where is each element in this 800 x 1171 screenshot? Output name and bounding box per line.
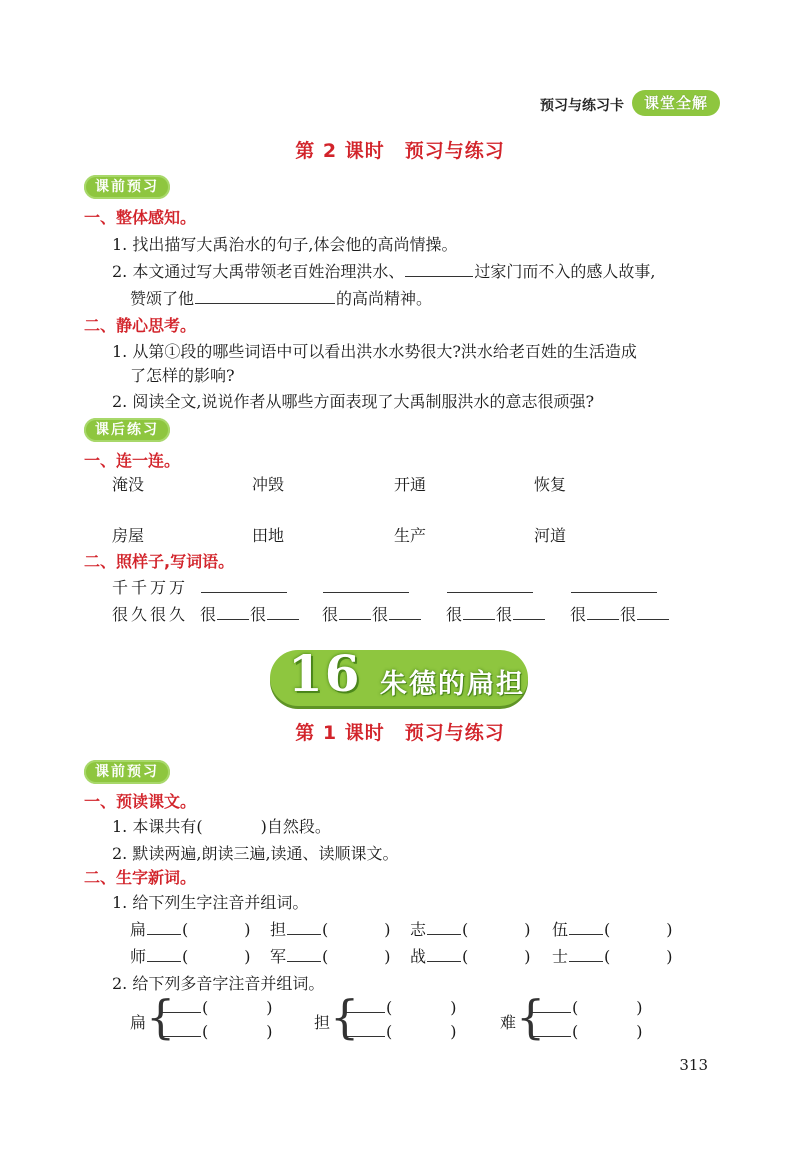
hen-pattern: 很 很 bbox=[446, 602, 546, 625]
brace-icon: { bbox=[516, 990, 546, 1044]
char-item: 扁 ( ) bbox=[130, 920, 251, 939]
question-text: 2. 给下列多音字注音并组词。 bbox=[112, 974, 325, 993]
connect-word[interactable]: 田地 bbox=[252, 526, 285, 545]
polyphone-char: 难 bbox=[500, 1013, 517, 1032]
question-text: 过家门而不入的感人故事, bbox=[474, 262, 656, 281]
answer-blank[interactable] bbox=[569, 945, 603, 962]
char-item: 担 ( ) bbox=[270, 920, 391, 939]
question-text: 2. 默读两遍,朗读三遍,读通、读顺课文。 bbox=[112, 844, 399, 863]
section-heading: 二、静心思考。 bbox=[84, 316, 197, 335]
answer-blank[interactable] bbox=[161, 996, 201, 1013]
answer-blank[interactable] bbox=[287, 918, 321, 935]
char-item: 战 ( ) bbox=[410, 947, 531, 966]
section-heading: 一、连一连。 bbox=[84, 451, 181, 470]
polyphone-slot: ( ) bbox=[344, 996, 457, 1017]
running-header: 预习与练习卡 bbox=[540, 98, 624, 114]
answer-blank[interactable] bbox=[345, 1020, 385, 1037]
section-heading: 二、生字新词。 bbox=[84, 868, 197, 887]
char-item: 志 ( ) bbox=[410, 920, 531, 939]
answer-blank[interactable] bbox=[531, 996, 571, 1013]
chapter-banner bbox=[270, 644, 528, 706]
tag-pre-study-2: 课前预习 bbox=[84, 760, 170, 784]
answer-blank[interactable] bbox=[287, 945, 321, 962]
connect-word[interactable]: 房屋 bbox=[112, 526, 145, 545]
answer-blank[interactable] bbox=[513, 603, 545, 620]
header-badge: 课堂全解 bbox=[632, 90, 720, 116]
answer-blank[interactable] bbox=[447, 576, 533, 593]
tag-pre-study-1: 课前预习 bbox=[84, 175, 170, 199]
connect-word[interactable]: 冲毁 bbox=[252, 475, 285, 494]
char-item: 伍 ( ) bbox=[552, 920, 673, 939]
answer-blank[interactable] bbox=[147, 918, 181, 935]
char-item: 士 ( ) bbox=[552, 947, 673, 966]
chapter-title: 朱德的扁担 bbox=[380, 669, 525, 700]
question-text: 的高尚精神。 bbox=[336, 289, 433, 308]
brace-icon: { bbox=[330, 990, 360, 1044]
answer-blank[interactable] bbox=[637, 603, 669, 620]
answer-blank[interactable] bbox=[587, 603, 619, 620]
polyphone-slot: ( ) bbox=[344, 1020, 457, 1041]
chapter-number: 16 bbox=[288, 644, 362, 703]
answer-blank[interactable] bbox=[201, 576, 287, 593]
answer-blank[interactable] bbox=[323, 576, 409, 593]
question-line bbox=[112, 259, 655, 282]
tag-after-class: 课后练习 bbox=[84, 418, 170, 442]
connect-word[interactable]: 生产 bbox=[394, 526, 427, 545]
polyphone-slot: ( ) bbox=[530, 1020, 643, 1041]
question-text: 1. 从第①段的哪些词语中可以看出洪水水势很大?洪水给老百姓的生活造成 bbox=[112, 342, 637, 361]
answer-blank[interactable] bbox=[217, 603, 249, 620]
question-text: 2. 本文通过写大禹带领老百姓治理洪水、 bbox=[112, 262, 405, 281]
connect-word[interactable]: 淹没 bbox=[112, 475, 145, 494]
brace-icon: { bbox=[146, 990, 176, 1044]
lesson-title-1: 第 2 课时 预习与练习 bbox=[295, 140, 505, 162]
polyphone-char: 扁 bbox=[130, 1013, 147, 1032]
question-text: )自然段。 bbox=[260, 817, 331, 836]
answer-blank[interactable] bbox=[463, 603, 495, 620]
question-text: 了怎样的影响? bbox=[130, 366, 235, 385]
polyphone-slot: ( ) bbox=[530, 996, 643, 1017]
answer-blank[interactable] bbox=[267, 603, 299, 620]
answer-blank[interactable] bbox=[147, 945, 181, 962]
answer-blank[interactable] bbox=[195, 287, 335, 304]
answer-blank[interactable] bbox=[531, 1020, 571, 1037]
polyphone-slot: ( ) bbox=[160, 1020, 273, 1041]
section-heading: 二、照样子,写词语。 bbox=[84, 552, 235, 571]
connect-word[interactable]: 开通 bbox=[394, 475, 427, 494]
question-text: 1. 找出描写大禹治水的句子,体会他的高尚情操。 bbox=[112, 235, 458, 254]
question-text: 赞颂了他 bbox=[130, 289, 195, 308]
answer-blank[interactable] bbox=[345, 996, 385, 1013]
answer-blank[interactable] bbox=[427, 918, 461, 935]
polyphone-char: 担 bbox=[314, 1013, 331, 1032]
section-heading: 一、整体感知。 bbox=[84, 208, 197, 227]
hen-pattern: 很 很 bbox=[322, 602, 422, 625]
question-text: 1. 给下列生字注音并组词。 bbox=[112, 893, 309, 912]
example-word: 千千万万 bbox=[112, 578, 189, 597]
section-heading: 一、预读课文。 bbox=[84, 792, 197, 811]
connect-word[interactable]: 河道 bbox=[534, 526, 567, 545]
answer-blank[interactable] bbox=[405, 260, 473, 277]
page-number: 313 bbox=[679, 1056, 708, 1074]
answer-blank[interactable] bbox=[571, 576, 657, 593]
answer-blank[interactable] bbox=[389, 603, 421, 620]
answer-blank[interactable] bbox=[339, 603, 371, 620]
answer-blank[interactable] bbox=[161, 1020, 201, 1037]
example-word: 很久很久 bbox=[112, 605, 189, 624]
answer-blank[interactable] bbox=[569, 918, 603, 935]
char-item: 师 ( ) bbox=[130, 947, 251, 966]
question-line bbox=[112, 814, 331, 837]
answer-blank[interactable] bbox=[427, 945, 461, 962]
hen-pattern: 很 很 bbox=[570, 602, 670, 625]
polyphone-slot: ( ) bbox=[160, 996, 273, 1017]
question-text: 2. 阅读全文,说说作者从哪些方面表现了大禹制服洪水的意志很顽强? bbox=[112, 392, 595, 411]
hen-pattern: 很 很 bbox=[200, 602, 300, 625]
lesson-title-2: 第 1 课时 预习与练习 bbox=[295, 722, 505, 744]
question-text: 1. 本课共有( bbox=[112, 817, 203, 836]
question-line bbox=[130, 286, 432, 309]
char-item: 军 ( ) bbox=[270, 947, 391, 966]
connect-word[interactable]: 恢复 bbox=[534, 475, 567, 494]
